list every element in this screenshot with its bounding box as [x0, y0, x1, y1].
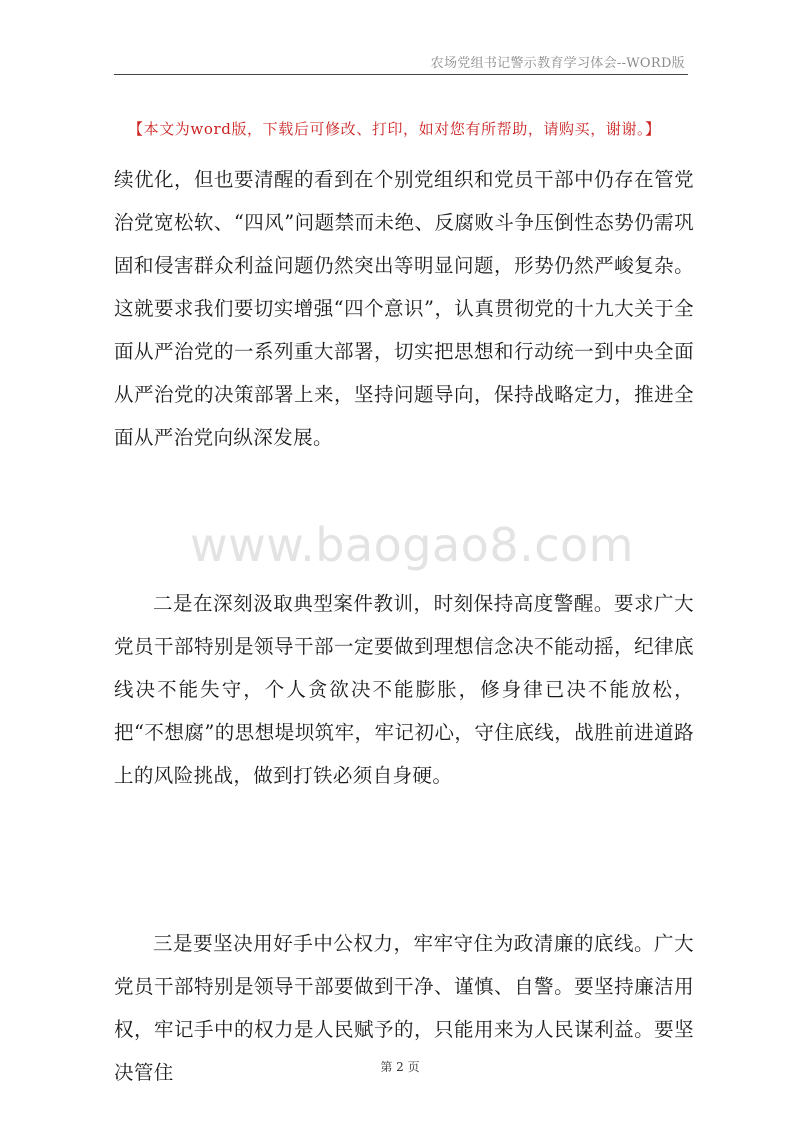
body-paragraph-1: 续优化，但也要清醒的看到在个别党组织和党员干部中仍存在管党治党宽松软、“四风”问题禁而未绝、反腐败斗争压倒性态势仍需巩固和侵害群众利益问题仍然突出等明显问题，形势仍然严峻复杂。这就要求我们要切实增强“四个意识”，认真贯彻党的十九大关于全面从严治党的一系列重大部署，切实把思想和行动统一到中央全面从严治党的决策部署上来，坚持问题导向，保持战略定力，推进全面从严治党向纵深发展。	[114, 168, 694, 449]
page-number: 第 2 页	[380, 1060, 420, 1074]
watermark: www.baogao8.com	[190, 518, 634, 572]
body-paragraph-3: 三是要坚决用好手中公权力，牢牢守住为政清廉的底线。广大党员干部特别是领导干部要做到干净、谨慎、自警。要坚持廉洁用权，牢记手中的权力是人民赋予的，只能用来为人民谋利益。要坚决管住	[114, 932, 694, 1084]
header-divider	[114, 74, 688, 75]
running-header: 农场党组书记警示教育学习体会--WORD版	[430, 56, 685, 71]
download-notice: 【本文为word版，下载后可修改、打印，如对您有所帮助，请购买，谢谢。】	[128, 120, 661, 138]
body-paragraph-2: 二是在深刻汲取典型案件教训，时刻保持高度警醒。要求广大党员干部特别是领导干部一定要做到理想信念决不能动摇，纪律底线决不能失守，个人贪欲决不能膨胀，修身律已决不能放松，把“不想腐”的思想堤坝筑牢，牢记初心，守住底线，战胜前进道路上的风险挑战，做到打铁必须自身硬。	[114, 592, 694, 787]
